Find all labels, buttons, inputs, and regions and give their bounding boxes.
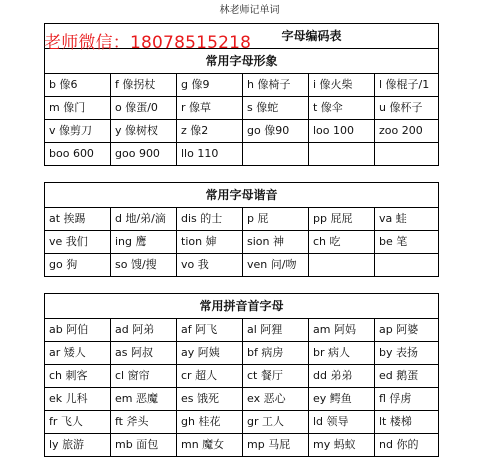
table-cell: ld 领导 xyxy=(309,411,375,434)
table-cell: gr 工人 xyxy=(243,411,309,434)
table-cell: ch 吃 xyxy=(309,231,375,254)
table-cell: by 表扬 xyxy=(375,342,439,365)
table-row xyxy=(45,319,439,342)
table-cell: dis 的士 xyxy=(177,208,243,231)
table-cell: y 像树杈 xyxy=(111,120,177,143)
table-cell: ek 儿科 xyxy=(45,388,111,411)
table-cell: h 像椅子 xyxy=(243,74,309,97)
section-gap xyxy=(45,277,439,294)
table-cell: t 像伞 xyxy=(309,97,375,120)
section-heading: 常用拼音首字母 xyxy=(45,294,439,319)
table-cell: u 像杯子 xyxy=(375,97,439,120)
table-cell: br 病人 xyxy=(309,342,375,365)
table-cell: fl 俘虏 xyxy=(375,388,439,411)
table-cell: gh 桂花 xyxy=(177,411,243,434)
table-row xyxy=(45,74,439,97)
table-cell: o 像蛋/0 xyxy=(111,97,177,120)
table-row xyxy=(45,388,439,411)
table-cell: af 阿飞 xyxy=(177,319,243,342)
table-cell: boo 600 xyxy=(45,143,111,166)
table-cell: i 像火柴 xyxy=(309,74,375,97)
table-cell: loo 100 xyxy=(309,120,375,143)
table-cell: llo 110 xyxy=(177,143,243,166)
table-cell: ap 阿婆 xyxy=(375,319,439,342)
table-cell: ar 矮人 xyxy=(45,342,111,365)
table-cell: am 阿妈 xyxy=(309,319,375,342)
table-cell: dd 弟弟 xyxy=(309,365,375,388)
table-cell: sion 神 xyxy=(243,231,309,254)
table-cell: so 馊/搜 xyxy=(111,254,177,277)
table-cell: zoo 200 xyxy=(375,120,439,143)
table-cell: at 挨踢 xyxy=(45,208,111,231)
table-cell: bf 病房 xyxy=(243,342,309,365)
table-cell xyxy=(375,143,439,166)
table-cell: ch 刺客 xyxy=(45,365,111,388)
table-row xyxy=(45,231,439,254)
table-row xyxy=(45,365,439,388)
table-cell xyxy=(375,254,439,277)
table-cell: ve 我们 xyxy=(45,231,111,254)
table-cell: r 像草 xyxy=(177,97,243,120)
table-cell: ing 鹰 xyxy=(111,231,177,254)
section-heading-row xyxy=(45,294,439,319)
table-cell: ab 阿伯 xyxy=(45,319,111,342)
table-cell: nd 你的 xyxy=(375,434,439,457)
table-title: 字母编码表 xyxy=(45,24,439,49)
table-cell: cl 窗帘 xyxy=(111,365,177,388)
table-row xyxy=(45,208,439,231)
table-cell: va 蛙 xyxy=(375,208,439,231)
table-cell: v 像剪刀 xyxy=(45,120,111,143)
section-heading-row xyxy=(45,183,439,208)
spacer-cell xyxy=(45,166,439,183)
table-cell: ay 阿姨 xyxy=(177,342,243,365)
table-row xyxy=(45,254,439,277)
table-cell: go 像90 xyxy=(243,120,309,143)
table-cell xyxy=(309,254,375,277)
table-cell xyxy=(243,143,309,166)
table-cell: ad 阿弟 xyxy=(111,319,177,342)
table-cell: g 像9 xyxy=(177,74,243,97)
table-cell: mb 面包 xyxy=(111,434,177,457)
table-cell: ex 恶心 xyxy=(243,388,309,411)
table-cell: my 蚂蚁 xyxy=(309,434,375,457)
table-row xyxy=(45,411,439,434)
spacer-cell xyxy=(45,277,439,294)
table-row xyxy=(45,120,439,143)
table-cell: l 像棍子/1 xyxy=(375,74,439,97)
table-cell: vo 我 xyxy=(177,254,243,277)
table-cell: p 屁 xyxy=(243,208,309,231)
table-cell: b 像6 xyxy=(45,74,111,97)
table-cell: lt 楼梯 xyxy=(375,411,439,434)
table-cell: tion 婶 xyxy=(177,231,243,254)
table-cell xyxy=(309,143,375,166)
letter-code-table xyxy=(44,23,439,457)
table-cell: as 阿叔 xyxy=(111,342,177,365)
table-cell: ven 问/吻 xyxy=(243,254,309,277)
section-heading: 常用字母形象 xyxy=(45,49,439,74)
table-cell: es 饿死 xyxy=(177,388,243,411)
table-cell: go 狗 xyxy=(45,254,111,277)
table-cell: z 像2 xyxy=(177,120,243,143)
teacher-wechat-watermark: 老师微信：18078515218 xyxy=(44,33,252,53)
section-gap xyxy=(45,166,439,183)
table-cell: mp 马屁 xyxy=(243,434,309,457)
table-cell: m 像门 xyxy=(45,97,111,120)
table-cell: f 像拐杖 xyxy=(111,74,177,97)
table-cell: s 像蛇 xyxy=(243,97,309,120)
page-header: 林老师记单词 xyxy=(219,5,280,16)
table-cell: ly 旅游 xyxy=(45,434,111,457)
table-cell: em 恶魔 xyxy=(111,388,177,411)
table-cell: fr 飞人 xyxy=(45,411,111,434)
table-cell: al 阿狸 xyxy=(243,319,309,342)
table-cell: d 地/弟/滴 xyxy=(111,208,177,231)
table-cell: ft 斧头 xyxy=(111,411,177,434)
table-cell: cr 超人 xyxy=(177,365,243,388)
table-cell: ct 餐厅 xyxy=(243,365,309,388)
table-cell: mn 魔女 xyxy=(177,434,243,457)
table-row xyxy=(45,97,439,120)
table-cell: pp 屁屁 xyxy=(309,208,375,231)
section-heading: 常用字母谐音 xyxy=(45,183,439,208)
table-row xyxy=(45,143,439,166)
table-row xyxy=(45,342,439,365)
table-cell: ey 鳄鱼 xyxy=(309,388,375,411)
table-cell: ed 鹅蛋 xyxy=(375,365,439,388)
table-row xyxy=(45,434,439,457)
table-cell: goo 900 xyxy=(111,143,177,166)
table-cell: be 笔 xyxy=(375,231,439,254)
